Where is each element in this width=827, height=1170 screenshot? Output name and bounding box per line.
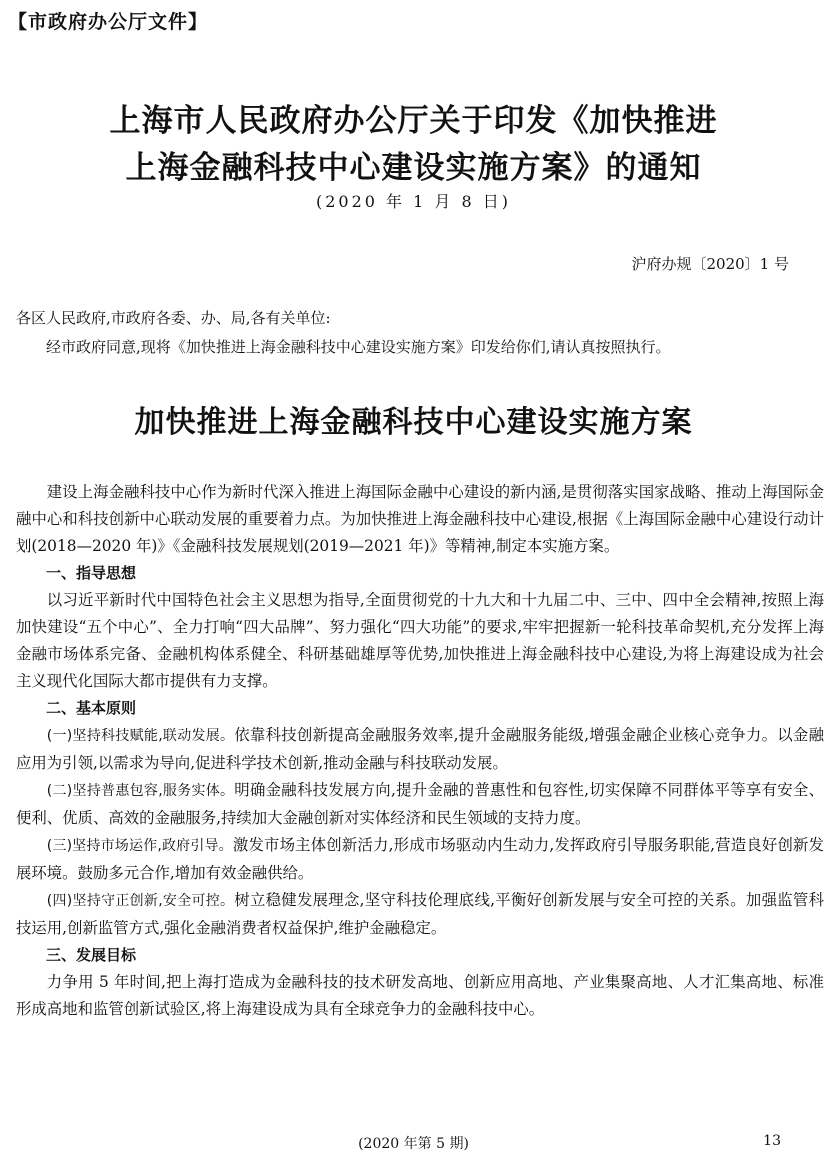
section-heading-guiding-thought: 一、指导思想 xyxy=(46,564,137,582)
section-text-guiding-thought: 以习近平新时代中国特色社会主义思想为指导,全面贯彻党的十九大和十九届二中、三中、四中全会精神,按照上海加快建设“五个中心”、全力打响“四大品牌”、努力强化“四大功能”的要求,牢牢把握新一轮科技革命契机,充分发挥上海金融市场体系完备、金融机构体系健全、科研基础雄厚等优势,加快推进上海金融科技中心建设,为将上海建设成为社会主义现代化国际大都市提供有力支撑。 xyxy=(16,591,824,690)
document-number: 沪府办规〔2020〕1 号 xyxy=(631,255,789,273)
section-heading-basic-principles: 二、基本原则 xyxy=(46,699,137,717)
plan-intro: 建设上海金融科技中心作为新时代深入推进上海国际金融中心建设的新内涵,是贯彻落实国家战略、推动上海国际金融中心和科技创新中心联动发展的重要着力点。为加快推进上海金融科技中心建设,根据《上海国际金融中心建设行动计划(2018—2020 年)》《金融科技发展规划(2019—2021 年)》等精神,制定本实施方案。 xyxy=(16,483,824,555)
principle-paragraph xyxy=(16,832,824,887)
notice-title xyxy=(0,98,827,192)
section-heading-development-goals: 三、发展目标 xyxy=(46,946,137,964)
footer-issue: (2020 年第 5 期) xyxy=(358,1136,469,1152)
principle-paragraph xyxy=(16,722,824,777)
principle-lead: (一)坚持科技赋能,联动发展。 xyxy=(46,728,235,744)
notice-title-line-2: 上海金融科技中心建设实施方案》的通知 xyxy=(125,150,702,186)
principle-lead: (三)坚持市场运作,政府引导。 xyxy=(46,838,233,854)
salutation: 各区人民政府,市政府各委、办、局,各有关单位: xyxy=(16,309,331,327)
notice-title-line-1: 上海市人民政府办公厅关于印发《加快推进 xyxy=(109,103,718,139)
plan-content xyxy=(16,479,824,1023)
notice-date: (2020 年 1 月 8 日) xyxy=(316,192,511,211)
footer-page-number: 13 xyxy=(763,1133,781,1149)
principle-text: 明确金融科技发展方向,提升金融的普惠性和包容性,切实保障不同群体平等享有安全、便利、优质、高效的金融服务,持续加大金融创新对实体经济和民生领域的支持力度。 xyxy=(16,781,824,827)
principle-paragraph xyxy=(16,887,824,942)
principle-paragraph xyxy=(16,777,824,832)
principle-text: 激发市场主体创新活力,形成市场驱动内生动力,发挥政府引导服务职能,营造良好创新发展环境。鼓励多元合作,增加有效金融供给。 xyxy=(16,836,825,882)
principle-lead: (二)坚持普惠包容,服务实体。 xyxy=(46,783,235,799)
section-text-development-goals: 力争用 5 年时间,把上海打造成为金融科技的技术研发高地、创新应用高地、产业集聚高地、人才汇集高地、标准形成高地和监管创新试验区,将上海建设成为具有全球竞争力的金融科技中心。 xyxy=(16,973,824,1018)
principle-text: 树立稳健发展理念,坚守科技伦理底线,平衡好创新发展与安全可控的关系。加强监管科技运用,创新监管方式,强化金融消费者权益保护,维护金融稳定。 xyxy=(16,891,824,937)
notice-body: 经市政府同意,现将《加快推进上海金融科技中心建设实施方案》印发给你们,请认真按照执行。 xyxy=(46,338,671,356)
principle-text: 依靠科技创新提高金融服务效率,提升金融服务能级,增强金融企业核心竞争力。以金融应用为引领,以需求为导向,促进科学技术创新,推动金融与科技联动发展。 xyxy=(16,726,824,772)
section-tag: 【市政府办公厅文件】 xyxy=(8,11,209,33)
principle-lead: (四)坚持守正创新,安全可控。 xyxy=(46,893,235,909)
plan-title: 加快推进上海金融科技中心建设实施方案 xyxy=(134,405,693,440)
